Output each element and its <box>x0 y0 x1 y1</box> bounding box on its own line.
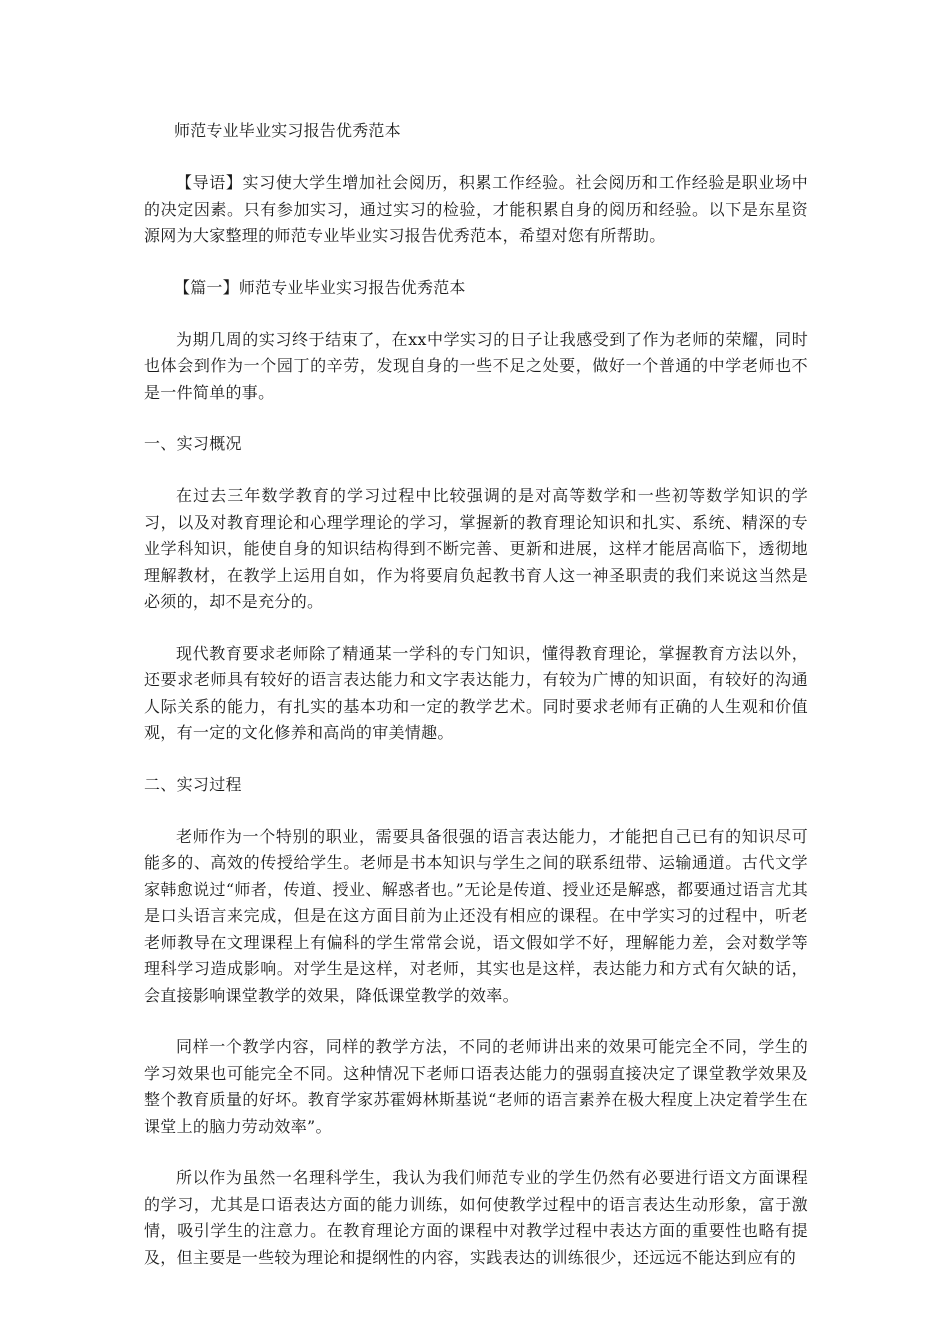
document-body <box>144 118 808 1271</box>
body-paragraph: 现代教育要求老师除了精通某一学科的专门知识，懂得教育理论，掌握教育方法以外，还要求老师具有较好的语言表达能力和文字表达能力，有较为广博的知识面，有较好的沟通人际关系的能力，有扎实的基本功和一定的教学艺术。同时要求老师有正确的人生观和价值观，有一定的文化修养和高尚的审美情趣。 <box>144 643 808 742</box>
intro-paragraph: 【导语】实习使大学生增加社会阅历，积累工作经验。社会阅历和工作经验是职业场中的决定因素。只有参加实习，通过实习的检验，才能积累自身的阅历和经验。以下是东星资源网为大家整理的师范专业毕业实习报告优秀范本，希望对您有所帮助。 <box>144 173 808 245</box>
body-paragraph: 老师作为一个特别的职业，需要具备很强的语言表达能力，才能把自己已有的知识尽可能多的、高效的传授给学生。老师是书本知识与学生之间的联系纽带、运输通道。古代文学家韩愈说过“师者，传道、授业、解惑者也。”无论是传道、授业还是解惑，都要通过语言尤其是口头语言来完成，但是在这方面目前为止还没有相应的课程。在中学实习的过程中，听老老师教导在文理课程上有偏科的学生常常会说，语文假如学不好，理解能力差，会对数学等理科学习造成影响。对学生是这样，对老师，其实也是这样，表达能力和方式有欠缺的话，会直接影响课堂教学的效果，降低课堂教学的效率。 <box>144 826 808 1005</box>
heading-process: 二、实习过程 <box>144 774 242 794</box>
body-paragraph: 为期几周的实习终于结束了，在xx中学实习的日子让我感受到了作为老师的荣耀，同时也体会到作为一个园丁的辛劳，发现自身的一些不足之处要，做好一个普通的中学老师也不是一件简单的事。 <box>144 329 808 402</box>
document-title: 师范专业毕业实习报告优秀范本 <box>174 121 401 140</box>
body-paragraph: 同样一个教学内容，同样的教学方法，不同的老师讲出来的效果可能完全不同，学生的学习效果也可能完全不同。这种情况下老师口语表达能力的强弱直接决定了课堂教学效果及整个教育质量的好坏。教育学家苏霍姆林斯基说“老师的语言素养在极大程度上决定着学生在课堂上的脑力劳动效率”。 <box>144 1037 808 1136</box>
body-paragraph: 所以作为虽然一名理科学生，我认为我们师范专业的学生仍然有必要进行语文方面课程的学习，尤其是口语表达方面的能力训练，如何使教学过程中的语言表达生动形象，富于激情，吸引学生的注意力。在教育理论方面的课程中对教学过程中表达方面的重要性也略有提及，但主要是一些较为理论和提纲性的内容，实践表达的训练很少，还远远不能达到应有的 <box>144 1168 808 1267</box>
heading-overview: 一、实习概况 <box>144 434 242 453</box>
section-title: 【篇一】师范专业毕业实习报告优秀范本 <box>174 277 466 297</box>
body-paragraph: 在过去三年数学教育的学习过程中比较强调的是对高等数学和一些初等数学知识的学习，以及对教育理论和心理学理论的学习，掌握新的教育理论知识和扎实、系统、精深的专业学科知识，能使自身的知识结构得到不断完善、更新和进展，这样才能居高临下，透彻地理解教材，在教学上运用自如，作为将要肩负起教书育人这一神圣职责的我们来说这当然是必须的，却不是充分的。 <box>144 486 808 611</box>
